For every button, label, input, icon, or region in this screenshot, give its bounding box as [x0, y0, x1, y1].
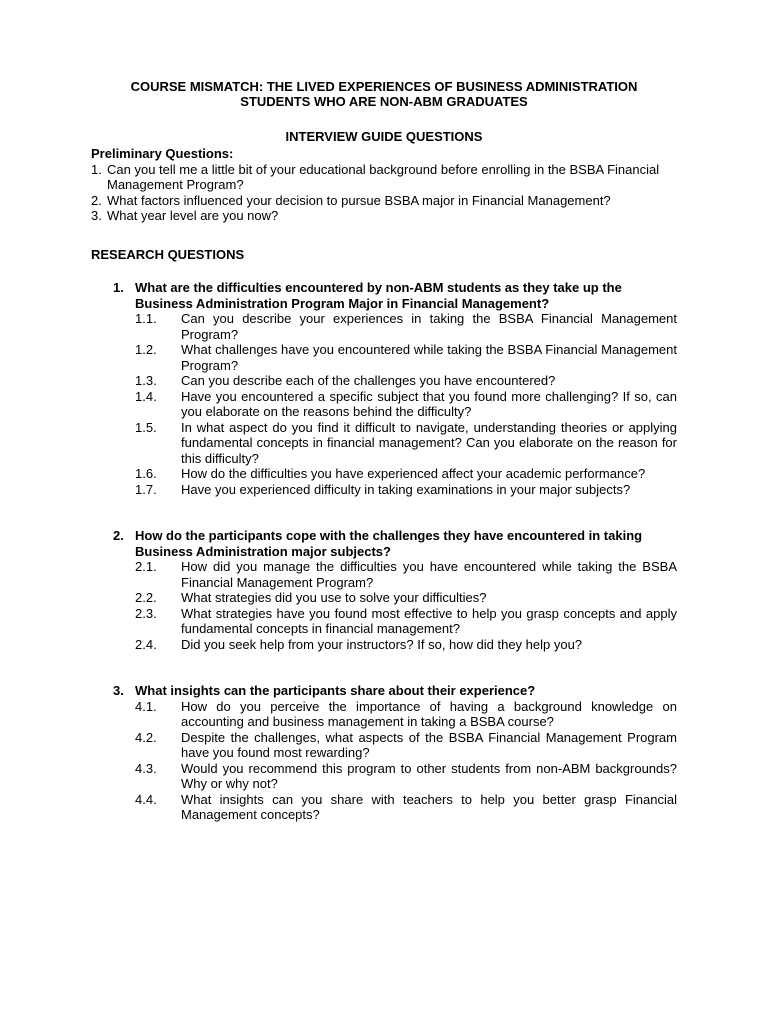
research-question	[91, 280, 677, 497]
document-title	[91, 79, 677, 109]
preliminary-item	[91, 193, 677, 209]
sub-question	[91, 559, 677, 590]
sub-question-number: 4.4.	[135, 791, 157, 807]
sub-question	[91, 761, 677, 792]
research-question-number: 2.	[113, 528, 124, 543]
sub-question-text: Have you experienced difficulty in taking examinations in your major subjects?	[181, 481, 631, 497]
document-subtitle: INTERVIEW GUIDE QUESTIONS	[285, 129, 483, 144]
sub-question-text: Have you encountered a specific subject that you found more challenging? If so, can you elaborate on the reasons behind the difficulty?	[181, 388, 677, 419]
sub-question	[91, 311, 677, 342]
preliminary-heading: Preliminary Questions:	[91, 146, 234, 161]
sub-question-text: What strategies have you found most effective to help you grasp concepts and apply fundamental concepts in financial management?	[181, 605, 677, 636]
research-question-main	[91, 280, 677, 311]
sub-question-text: Despite the challenges, what aspects of the BSBA Financial Management Program have you found most rewarding?	[181, 729, 677, 760]
research-question-number: 3.	[113, 683, 124, 698]
sub-question-text: What insights can you share with teachers to help you better grasp Financial Management concepts?	[181, 791, 677, 822]
research-question	[91, 528, 677, 652]
preliminary-number: 3.	[91, 208, 102, 223]
sub-question-text: Can you describe your experiences in taking the BSBA Financial Management Program?	[181, 311, 677, 342]
sub-question	[91, 373, 677, 389]
preliminary-text: What year level are you now?	[107, 208, 279, 223]
title-line-1: COURSE MISMATCH: THE LIVED EXPERIENCES OF BUSINESS ADMINISTRATION	[130, 79, 638, 94]
research-question-number: 1.	[113, 280, 124, 295]
research-question-text: How do the participants cope with the challenges they have encountered in taking Business Administration major subjects?	[135, 528, 643, 559]
sub-question-number: 2.1.	[135, 559, 157, 574]
sub-question-number: 4.3.	[135, 760, 157, 776]
sub-question-number: 4.2.	[135, 729, 157, 745]
preliminary-number: 2.	[91, 192, 102, 208]
preliminary-list	[91, 162, 677, 224]
sub-question-list	[91, 699, 677, 823]
sub-question-number: 2.2.	[135, 590, 157, 605]
sub-question-text: Can you describe each of the challenges you have encountered?	[181, 373, 556, 388]
sub-question-list	[91, 559, 677, 652]
preliminary-number: 1.	[91, 161, 102, 177]
sub-question-text: In what aspect do you find it difficult to navigate, understanding theories or applying fundamental concepts in financial management? Can you elaborate on the reason for this difficulty?	[181, 419, 677, 466]
preliminary-text: Can you tell me a little bit of your educational background before enrolling in the BSBA Financial Management Program?	[107, 161, 660, 192]
preliminary-text: What factors influenced your decision to pursue BSBA major in Financial Management?	[107, 192, 611, 208]
sub-question-list	[91, 311, 677, 497]
sub-question-number: 1.4.	[135, 388, 157, 404]
sub-question-text: What strategies did you use to solve your difficulties?	[181, 590, 487, 605]
sub-question	[91, 590, 677, 606]
sub-question-number: 2.3.	[135, 605, 157, 621]
sub-question-text: Did you seek help from your instructors? If so, how did they help you?	[181, 636, 583, 652]
sub-question-text: How do the difficulties you have experienced affect your academic performance?	[181, 466, 646, 481]
sub-question	[91, 699, 677, 730]
sub-question	[91, 730, 677, 761]
sub-question	[91, 482, 677, 498]
sub-question-text: How did you manage the difficulties you have encountered while taking the BSBA Financial Management Program?	[181, 559, 677, 590]
sub-question-text: What challenges have you encountered while taking the BSBA Financial Management Program?	[181, 342, 677, 373]
research-questions-heading: RESEARCH QUESTIONS	[91, 246, 245, 262]
sub-question	[91, 342, 677, 373]
research-question-main	[91, 683, 677, 699]
sub-question-number: 1.3.	[135, 373, 157, 388]
sub-question-number: 2.4.	[135, 636, 157, 652]
research-question-main	[91, 528, 677, 559]
sub-question-number: 1.5.	[135, 419, 157, 435]
sub-question-number: 1.7.	[135, 481, 157, 497]
sub-question-text: How do you perceive the importance of having a background knowledge on accounting and business management in taking a BSBA course?	[181, 698, 677, 729]
sub-question	[91, 420, 677, 467]
sub-question-number: 1.2.	[135, 342, 157, 357]
research-question	[91, 683, 677, 823]
sub-question-number: 1.1.	[135, 311, 157, 326]
preliminary-item	[91, 162, 677, 193]
sub-question	[91, 466, 677, 482]
preliminary-item	[91, 208, 677, 224]
sub-question-text: Would you recommend this program to other students from non-ABM backgrounds? Why or why not?	[181, 760, 677, 791]
research-question-text: What are the difficulties encountered by non-ABM students as they take up the Business Administration Program Major in Financial Management?	[135, 280, 622, 311]
sub-question	[91, 606, 677, 637]
title-line-2: STUDENTS WHO ARE NON-ABM GRADUATES	[240, 94, 528, 109]
research-question-list	[91, 280, 677, 823]
sub-question	[91, 792, 677, 823]
sub-question-number: 4.1.	[135, 698, 157, 714]
sub-question-number: 1.6.	[135, 466, 157, 481]
sub-question	[91, 389, 677, 420]
sub-question	[91, 637, 677, 653]
research-question-text: What insights can the participants share about their experience?	[135, 683, 536, 698]
